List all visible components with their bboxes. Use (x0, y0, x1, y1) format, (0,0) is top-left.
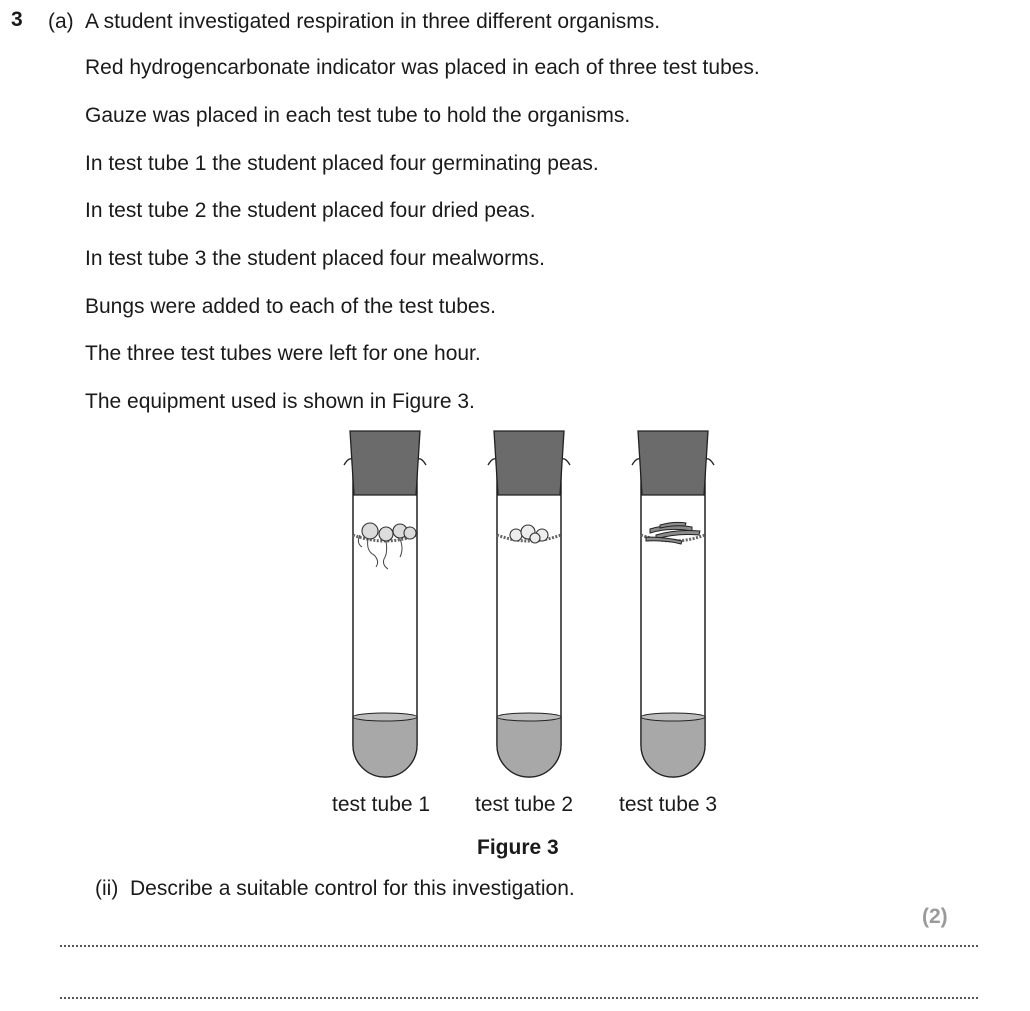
figure-3-diagram (330, 425, 730, 785)
question-part-label: (a) (48, 10, 74, 33)
subquestion (95, 877, 575, 901)
test-tube-3-label: test tube 3 (619, 793, 718, 816)
bung (494, 431, 564, 495)
question-line-3: Gauze was placed in each test tube to hold the organisms. (85, 104, 631, 127)
indicator-liquid (353, 717, 417, 777)
question-line-1: A student investigated respiration in three different organisms. (85, 10, 661, 33)
question-line-5: In test tube 2 the student placed four dried peas. (85, 199, 536, 222)
bung (638, 431, 708, 495)
answer-line-1[interactable] (60, 945, 978, 947)
mealworms (646, 522, 700, 544)
figure-caption: Figure 3 (477, 836, 559, 859)
bung (350, 431, 420, 495)
test-tube-1 (344, 431, 426, 777)
indicator-liquid (641, 717, 705, 777)
subquestion-label: (ii) (95, 877, 119, 900)
question-line-9: The equipment used is shown in Figure 3. (85, 390, 475, 413)
question-line-6: In test tube 3 the student placed four mealworms. (85, 247, 545, 270)
question-line-8: The three test tubes were left for one hour. (85, 342, 481, 365)
marks-indicator: (2) (922, 905, 948, 928)
question-number: 3 (11, 8, 23, 31)
test-tube-2 (488, 431, 570, 777)
test-tube-1-label: test tube 1 (332, 793, 431, 816)
question-line-7: Bungs were added to each of the test tubes. (85, 295, 496, 318)
test-tube-3 (632, 431, 714, 777)
indicator-liquid (497, 717, 561, 777)
question-line-2: Red hydrogencarbonate indicator was placed in each of three test tubes. (85, 56, 760, 79)
test-tube-2-label: test tube 2 (475, 793, 574, 816)
answer-line-2[interactable] (60, 997, 978, 999)
question-line-4: In test tube 1 the student placed four germinating peas. (85, 152, 599, 175)
germinating-peas (362, 523, 416, 541)
subquestion-text: Describe a suitable control for this investigation. (130, 877, 575, 900)
